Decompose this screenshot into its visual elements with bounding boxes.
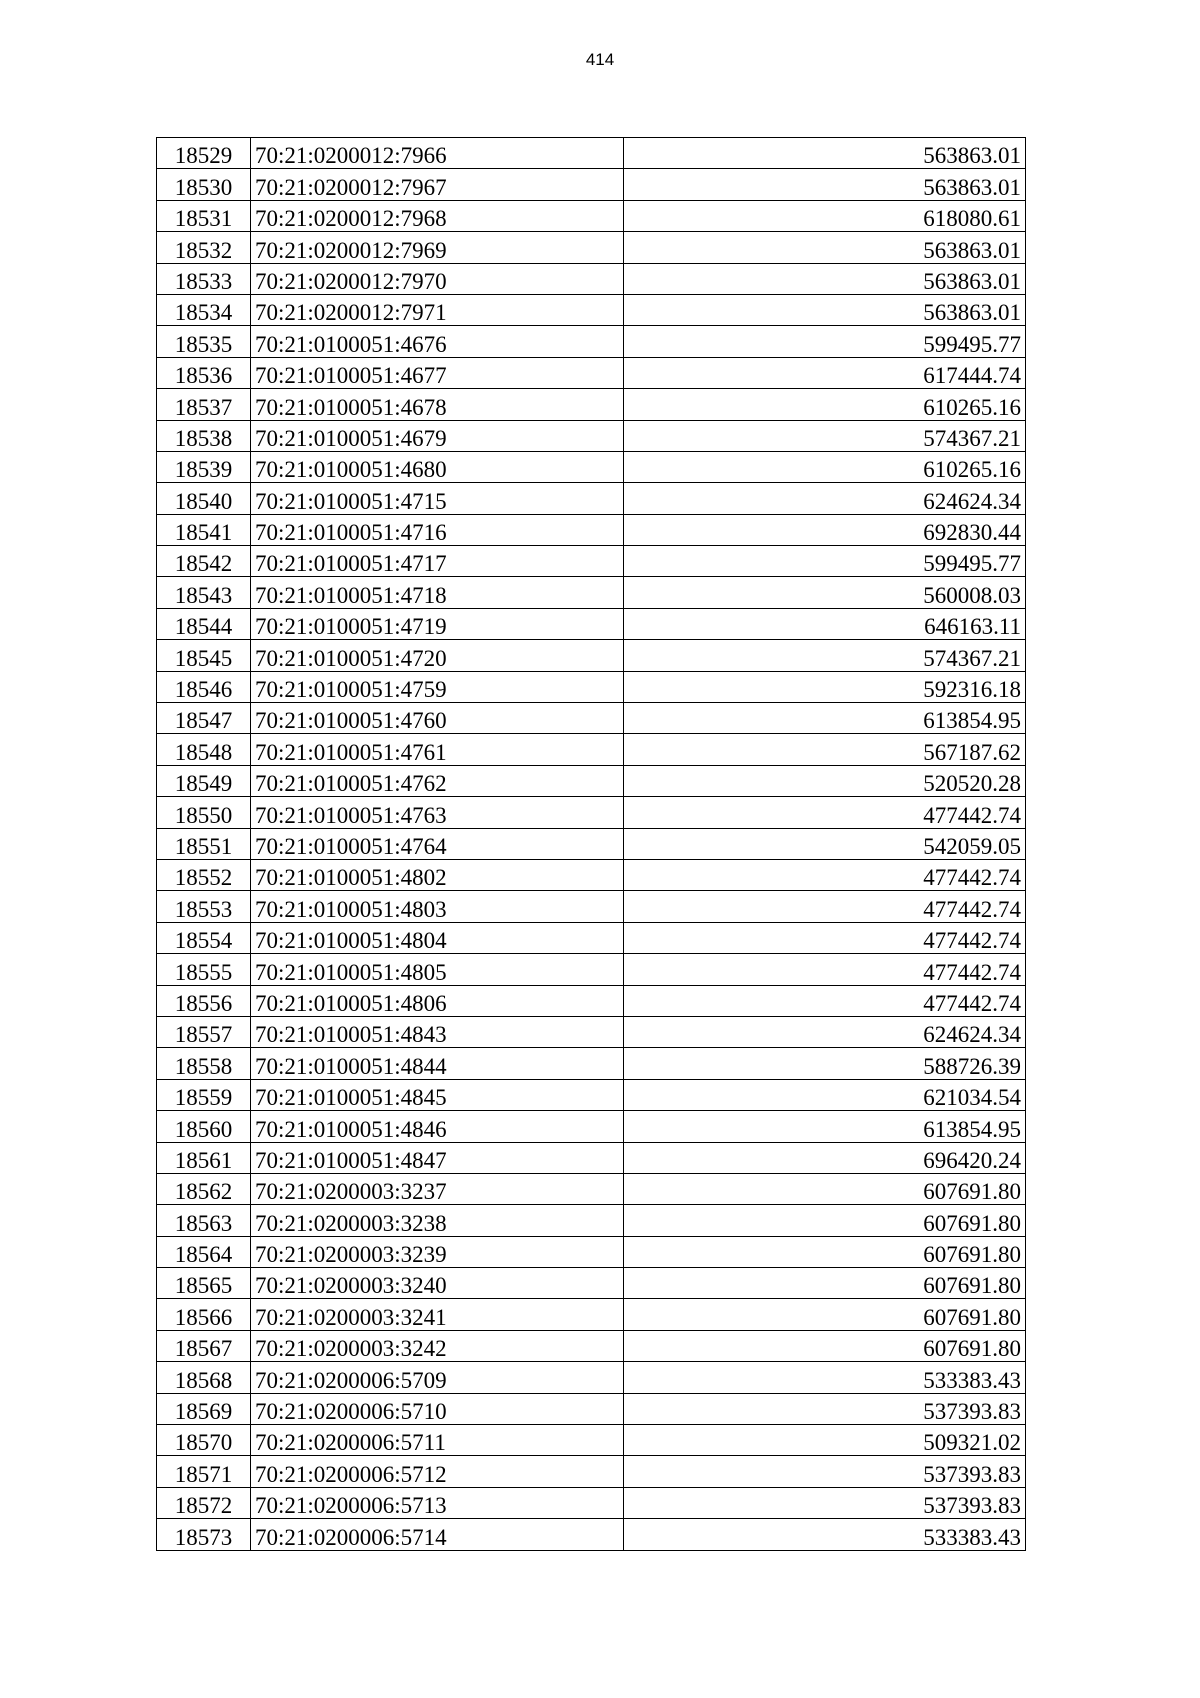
table-row: [157, 420, 1026, 451]
cadastral-number-cell: 70:21:0200006:5712: [251, 1456, 624, 1487]
table-row: [157, 734, 1026, 765]
cadastral-value-cell: 537393.83: [624, 1393, 1026, 1424]
cadastral-number-cell: 70:21:0200003:3237: [251, 1173, 624, 1204]
row-number-cell: 18573: [157, 1519, 251, 1550]
cadastral-number-cell: 70:21:0200003:3238: [251, 1205, 624, 1236]
cadastral-number-cell: 70:21:0100051:4762: [251, 765, 624, 796]
cadastral-number-cell: 70:21:0100051:4759: [251, 671, 624, 702]
row-number-cell: 18532: [157, 232, 251, 263]
row-number-cell: 18561: [157, 1142, 251, 1173]
cadastral-value-cell: 563863.01: [624, 232, 1026, 263]
cadastral-value-cell: 696420.24: [624, 1142, 1026, 1173]
cadastral-value-cell: 560008.03: [624, 577, 1026, 608]
cadastral-value-cell: 610265.16: [624, 451, 1026, 482]
cadastral-number-cell: 70:21:0100051:4805: [251, 954, 624, 985]
cadastral-value-cell: 563863.01: [624, 294, 1026, 325]
table-row: [157, 169, 1026, 200]
table-row: [157, 1236, 1026, 1267]
cadastral-number-cell: 70:21:0100051:4720: [251, 640, 624, 671]
table-row: [157, 1456, 1026, 1487]
cadastral-number-cell: 70:21:0100051:4845: [251, 1079, 624, 1110]
cadastral-number-cell: 70:21:0100051:4760: [251, 703, 624, 734]
table-row: [157, 859, 1026, 890]
row-number-cell: 18564: [157, 1236, 251, 1267]
cadastral-value-cell: 613854.95: [624, 1111, 1026, 1142]
cadastral-value-cell: 537393.83: [624, 1456, 1026, 1487]
table-row: [157, 922, 1026, 953]
cadastral-number-cell: 70:21:0100051:4804: [251, 922, 624, 953]
cadastral-number-cell: 70:21:0200012:7971: [251, 294, 624, 325]
cadastral-number-cell: 70:21:0100051:4761: [251, 734, 624, 765]
table-row: [157, 985, 1026, 1016]
row-number-cell: 18543: [157, 577, 251, 608]
cadastral-value-cell: 618080.61: [624, 200, 1026, 231]
row-number-cell: 18568: [157, 1362, 251, 1393]
table-row: [157, 1487, 1026, 1518]
cadastral-value-cell: 607691.80: [624, 1236, 1026, 1267]
table-row: [157, 703, 1026, 734]
cadastral-number-cell: 70:21:0100051:4716: [251, 514, 624, 545]
cadastral-value-cell: 613854.95: [624, 703, 1026, 734]
table-row: [157, 1330, 1026, 1361]
cadastral-value-cell: 607691.80: [624, 1299, 1026, 1330]
row-number-cell: 18559: [157, 1079, 251, 1110]
table-row: [157, 514, 1026, 545]
table-row: [157, 1205, 1026, 1236]
row-number-cell: 18539: [157, 451, 251, 482]
row-number-cell: 18540: [157, 483, 251, 514]
row-number-cell: 18542: [157, 546, 251, 577]
table-row: [157, 200, 1026, 231]
row-number-cell: 18550: [157, 797, 251, 828]
cadastral-number-cell: 70:21:0100051:4847: [251, 1142, 624, 1173]
row-number-cell: 18552: [157, 859, 251, 890]
cadastral-value-cell: 646163.11: [624, 608, 1026, 639]
table-row: [157, 671, 1026, 702]
table-row: [157, 1393, 1026, 1424]
row-number-cell: 18555: [157, 954, 251, 985]
row-number-cell: 18551: [157, 828, 251, 859]
row-number-cell: 18546: [157, 671, 251, 702]
row-number-cell: 18569: [157, 1393, 251, 1424]
table-row: [157, 1268, 1026, 1299]
cadastral-value-cell: 607691.80: [624, 1268, 1026, 1299]
cadastral-number-cell: 70:21:0100051:4806: [251, 985, 624, 1016]
table-row: [157, 891, 1026, 922]
cadastral-number-cell: 70:21:0200012:7967: [251, 169, 624, 200]
row-number-cell: 18530: [157, 169, 251, 200]
cadastral-value-cell: 617444.74: [624, 357, 1026, 388]
cadastral-number-cell: 70:21:0100051:4679: [251, 420, 624, 451]
cadastral-value-cell: 607691.80: [624, 1330, 1026, 1361]
cadastral-value-cell: 563863.01: [624, 138, 1026, 169]
cadastral-number-cell: 70:21:0100051:4846: [251, 1111, 624, 1142]
row-number-cell: 18533: [157, 263, 251, 294]
row-number-cell: 18571: [157, 1456, 251, 1487]
cadastral-number-cell: 70:21:0200012:7966: [251, 138, 624, 169]
row-number-cell: 18534: [157, 294, 251, 325]
row-number-cell: 18529: [157, 138, 251, 169]
row-number-cell: 18547: [157, 703, 251, 734]
row-number-cell: 18548: [157, 734, 251, 765]
cadastral-number-cell: 70:21:0100051:4764: [251, 828, 624, 859]
row-number-cell: 18538: [157, 420, 251, 451]
cadastral-value-cell: 509321.02: [624, 1425, 1026, 1456]
cadastral-number-cell: 70:21:0200006:5710: [251, 1393, 624, 1424]
table-row: [157, 577, 1026, 608]
table-row: [157, 1048, 1026, 1079]
cadastral-value-cell: 624624.34: [624, 483, 1026, 514]
table-row: [157, 954, 1026, 985]
table-row: [157, 1519, 1026, 1550]
row-number-cell: 18549: [157, 765, 251, 796]
cadastral-number-cell: 70:21:0100051:4802: [251, 859, 624, 890]
cadastral-value-cell: 599495.77: [624, 326, 1026, 357]
cadastral-number-cell: 70:21:0200012:7969: [251, 232, 624, 263]
row-number-cell: 18566: [157, 1299, 251, 1330]
table-row: [157, 1362, 1026, 1393]
table-row: [157, 1079, 1026, 1110]
cadastral-number-cell: 70:21:0100051:4763: [251, 797, 624, 828]
cadastral-number-cell: 70:21:0100051:4677: [251, 357, 624, 388]
table-row: [157, 828, 1026, 859]
table-row: [157, 1173, 1026, 1204]
cadastral-value-cell: 599495.77: [624, 546, 1026, 577]
cadastral-value-cell: 477442.74: [624, 954, 1026, 985]
row-number-cell: 18535: [157, 326, 251, 357]
cadastral-number-cell: 70:21:0200006:5714: [251, 1519, 624, 1550]
cadastral-value-cell: 477442.74: [624, 891, 1026, 922]
cadastral-value-cell: 607691.80: [624, 1205, 1026, 1236]
cadastral-value-cell: 563863.01: [624, 169, 1026, 200]
table-row: [157, 546, 1026, 577]
cadastral-value-cell: 574367.21: [624, 640, 1026, 671]
table-row: [157, 1016, 1026, 1047]
table-row: [157, 1111, 1026, 1142]
row-number-cell: 18556: [157, 985, 251, 1016]
cadastral-value-cell: 477442.74: [624, 859, 1026, 890]
table-row: [157, 326, 1026, 357]
table-row: [157, 389, 1026, 420]
row-number-cell: 18567: [157, 1330, 251, 1361]
cadastral-number-cell: 70:21:0200003:3242: [251, 1330, 624, 1361]
row-number-cell: 18544: [157, 608, 251, 639]
cadastral-value-cell: 533383.43: [624, 1519, 1026, 1550]
table-row: [157, 640, 1026, 671]
cadastral-number-cell: 70:21:0100051:4676: [251, 326, 624, 357]
cadastral-value-cell: 588726.39: [624, 1048, 1026, 1079]
cadastral-number-cell: 70:21:0200003:3239: [251, 1236, 624, 1267]
cadastral-value-cell: 624624.34: [624, 1016, 1026, 1047]
cadastral-number-cell: 70:21:0200012:7968: [251, 200, 624, 231]
cadastral-value-cell: 567187.62: [624, 734, 1026, 765]
cadastral-value-cell: 477442.74: [624, 797, 1026, 828]
row-number-cell: 18562: [157, 1173, 251, 1204]
cadastral-value-cell: 533383.43: [624, 1362, 1026, 1393]
cadastral-number-cell: 70:21:0200006:5709: [251, 1362, 624, 1393]
cadastral-number-cell: 70:21:0100051:4718: [251, 577, 624, 608]
row-number-cell: 18554: [157, 922, 251, 953]
cadastral-value-cell: 477442.74: [624, 985, 1026, 1016]
row-number-cell: 18570: [157, 1425, 251, 1456]
table-row: [157, 608, 1026, 639]
cadastral-number-cell: 70:21:0100051:4844: [251, 1048, 624, 1079]
table-row: [157, 138, 1026, 169]
cadastral-number-cell: 70:21:0100051:4678: [251, 389, 624, 420]
cadastral-value-cell: 520520.28: [624, 765, 1026, 796]
row-number-cell: 18537: [157, 389, 251, 420]
table-row: [157, 483, 1026, 514]
cadastral-number-cell: 70:21:0200003:3241: [251, 1299, 624, 1330]
cadastral-number-cell: 70:21:0200006:5713: [251, 1487, 624, 1518]
row-number-cell: 18572: [157, 1487, 251, 1518]
row-number-cell: 18541: [157, 514, 251, 545]
table-row: [157, 263, 1026, 294]
table-row: [157, 1425, 1026, 1456]
table-row: [157, 765, 1026, 796]
cadastral-value-cell: 592316.18: [624, 671, 1026, 702]
table-body: [157, 138, 1026, 1551]
cadastral-number-cell: 70:21:0100051:4715: [251, 483, 624, 514]
cadastral-number-cell: 70:21:0100051:4717: [251, 546, 624, 577]
table-row: [157, 797, 1026, 828]
cadastral-value-cell: 607691.80: [624, 1173, 1026, 1204]
page-number: 414: [585, 50, 615, 69]
row-number-cell: 18560: [157, 1111, 251, 1142]
cadastral-value-cell: 610265.16: [624, 389, 1026, 420]
row-number-cell: 18565: [157, 1268, 251, 1299]
cadastral-value-cell: 563863.01: [624, 263, 1026, 294]
table-row: [157, 451, 1026, 482]
table-row: [157, 294, 1026, 325]
row-number-cell: 18563: [157, 1205, 251, 1236]
cadastral-number-cell: 70:21:0100051:4680: [251, 451, 624, 482]
table-row: [157, 357, 1026, 388]
cadastral-number-cell: 70:21:0100051:4803: [251, 891, 624, 922]
table-row: [157, 1142, 1026, 1173]
row-number-cell: 18553: [157, 891, 251, 922]
table-row: [157, 1299, 1026, 1330]
row-number-cell: 18531: [157, 200, 251, 231]
cadastral-value-cell: 542059.05: [624, 828, 1026, 859]
cadastral-value-cell: 692830.44: [624, 514, 1026, 545]
cadastral-value-cell: 477442.74: [624, 922, 1026, 953]
row-number-cell: 18545: [157, 640, 251, 671]
cadastral-number-cell: 70:21:0200006:5711: [251, 1425, 624, 1456]
row-number-cell: 18557: [157, 1016, 251, 1047]
cadastral-number-cell: 70:21:0100051:4719: [251, 608, 624, 639]
cadastral-value-table: [156, 137, 1026, 1551]
cadastral-number-cell: 70:21:0100051:4843: [251, 1016, 624, 1047]
cadastral-number-cell: 70:21:0200012:7970: [251, 263, 624, 294]
row-number-cell: 18536: [157, 357, 251, 388]
row-number-cell: 18558: [157, 1048, 251, 1079]
cadastral-number-cell: 70:21:0200003:3240: [251, 1268, 624, 1299]
table-row: [157, 232, 1026, 263]
cadastral-value-cell: 537393.83: [624, 1487, 1026, 1518]
cadastral-value-cell: 574367.21: [624, 420, 1026, 451]
cadastral-value-cell: 621034.54: [624, 1079, 1026, 1110]
